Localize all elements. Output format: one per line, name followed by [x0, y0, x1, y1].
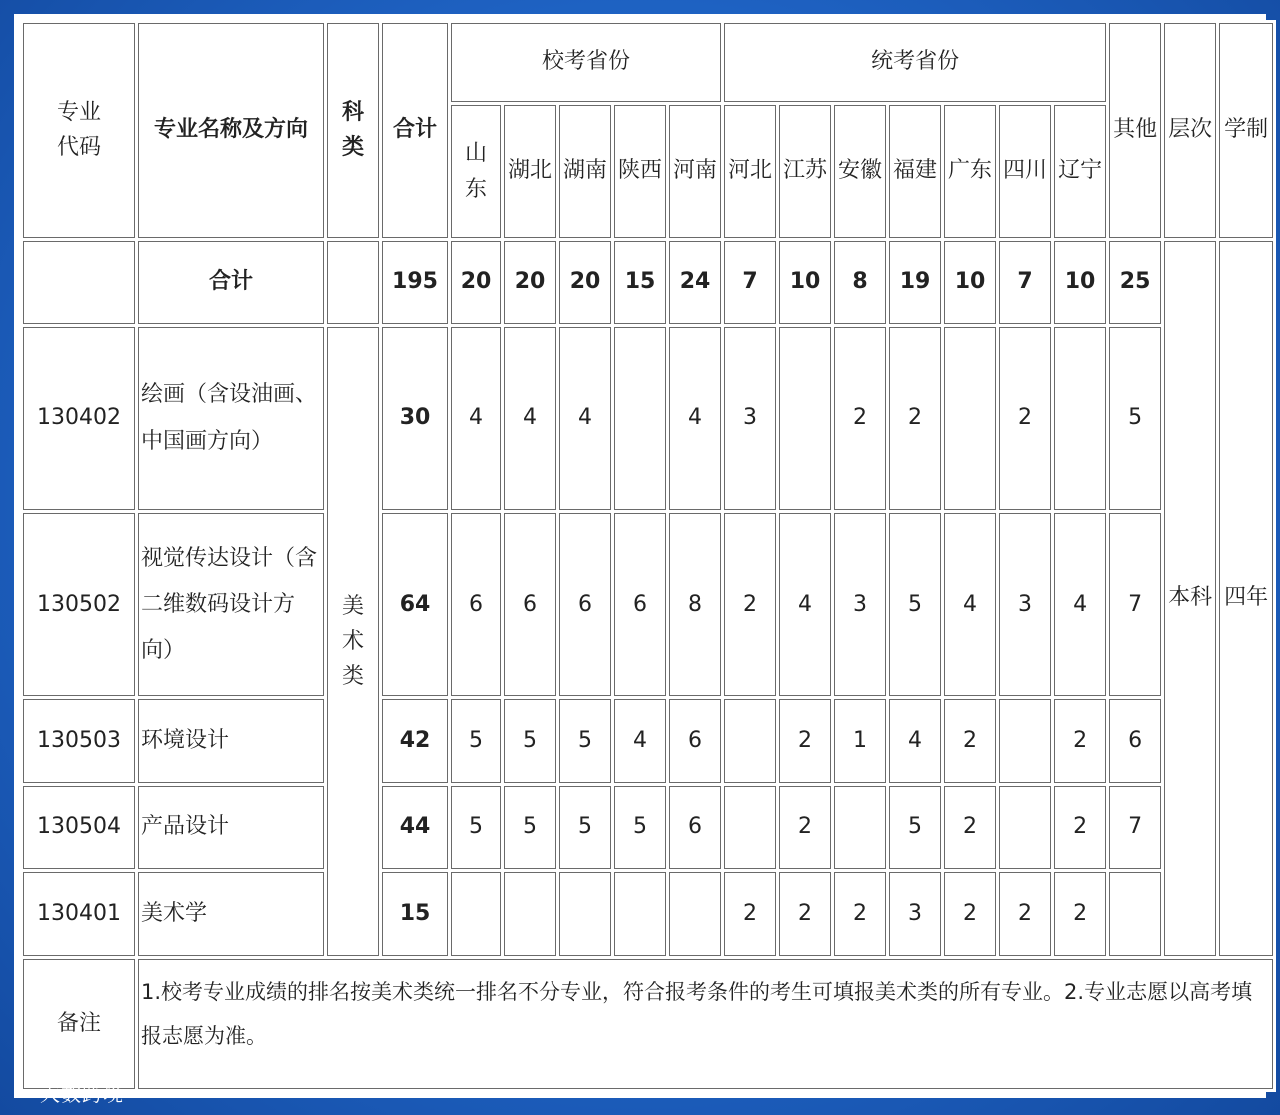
table-row: [23, 327, 1273, 510]
province-header: 安徽: [834, 105, 886, 237]
row-count: 6: [669, 699, 721, 782]
row-count: 2: [889, 327, 941, 510]
row-count: 8: [669, 513, 721, 696]
row-count: 4: [779, 513, 831, 696]
row-total: 64: [382, 513, 448, 696]
row-count: 2: [944, 786, 996, 869]
total-row-total: 195: [382, 241, 448, 324]
row-count: [451, 872, 501, 955]
row-count: 4: [504, 327, 556, 510]
watermark-text: 大数跨境: [40, 1082, 124, 1106]
row-name: 环境设计: [138, 699, 324, 782]
row-count: 2: [779, 872, 831, 955]
total-count: 10: [779, 241, 831, 324]
row-count: 5: [504, 699, 556, 782]
row-name: 美术学: [138, 872, 324, 955]
row-count: [944, 327, 996, 510]
row-total: 30: [382, 327, 448, 510]
row-count: 2: [1054, 872, 1106, 955]
header-row-1: [23, 23, 1273, 102]
row-count: 6: [504, 513, 556, 696]
province-header: 四川: [999, 105, 1051, 237]
row-other: 7: [1109, 513, 1161, 696]
row-count: 6: [451, 513, 501, 696]
row-count: 2: [944, 699, 996, 782]
province-header: 江苏: [779, 105, 831, 237]
row-count: [724, 786, 776, 869]
row-other: [1109, 872, 1161, 955]
row-count: 2: [944, 872, 996, 955]
notes-label: 备注: [23, 959, 135, 1089]
row-code: 130503: [23, 699, 135, 782]
row-count: 4: [944, 513, 996, 696]
total-count: 8: [834, 241, 886, 324]
row-count: 4: [669, 327, 721, 510]
row-count: [504, 872, 556, 955]
row-count: 2: [779, 699, 831, 782]
total-count: 20: [451, 241, 501, 324]
total-count: 7: [999, 241, 1051, 324]
category-cell: 美术类: [327, 327, 379, 956]
row-count: 4: [451, 327, 501, 510]
total-row: [23, 241, 1273, 324]
row-count: 2: [724, 513, 776, 696]
row-count: 5: [614, 786, 666, 869]
header-total: 合计: [382, 23, 448, 238]
row-count: 6: [669, 786, 721, 869]
row-count: [999, 786, 1051, 869]
notes-text: 1.校考专业成绩的排名按美术类统一排名不分专业，符合报考条件的考生可填报美术类的所有专业。2.专业志愿以高考填报志愿为准。: [138, 959, 1273, 1089]
notes-row: [23, 959, 1273, 1089]
header-level: 层次: [1164, 23, 1216, 238]
total-count: 10: [1054, 241, 1106, 324]
row-count: 3: [889, 872, 941, 955]
row-total: 15: [382, 872, 448, 955]
row-name: 绘画（含设油画、中国画方向）: [138, 327, 324, 510]
row-count: 3: [724, 327, 776, 510]
row-count: 4: [889, 699, 941, 782]
total-count: 10: [944, 241, 996, 324]
row-other: 7: [1109, 786, 1161, 869]
total-other: 25: [1109, 241, 1161, 324]
row-name: 产品设计: [138, 786, 324, 869]
total-row-label: 合计: [138, 241, 324, 324]
row-count: 2: [834, 872, 886, 955]
row-count: 2: [834, 327, 886, 510]
row-count: 2: [779, 786, 831, 869]
row-count: 2: [1054, 699, 1106, 782]
table-row: [23, 872, 1273, 955]
row-total: 42: [382, 699, 448, 782]
province-header: 河北: [724, 105, 776, 237]
row-count: 5: [451, 699, 501, 782]
row-count: 5: [559, 786, 611, 869]
row-other: 5: [1109, 327, 1161, 510]
header-unified-exam-group: 统考省份: [724, 23, 1106, 102]
row-count: [614, 327, 666, 510]
total-count: 20: [504, 241, 556, 324]
row-count: [1054, 327, 1106, 510]
row-count: 5: [889, 786, 941, 869]
row-count: 3: [834, 513, 886, 696]
total-row-category: [327, 241, 379, 324]
province-header: 陕西: [614, 105, 666, 237]
duration-cell: 四年: [1219, 241, 1273, 956]
row-count: 5: [889, 513, 941, 696]
level-cell: 本科: [1164, 241, 1216, 956]
row-count: [724, 699, 776, 782]
row-count: [999, 699, 1051, 782]
province-header: 河南: [669, 105, 721, 237]
row-count: 4: [1054, 513, 1106, 696]
row-count: [834, 786, 886, 869]
total-count: 19: [889, 241, 941, 324]
admissions-table-panel: [14, 14, 1269, 1098]
header-school-exam-group: 校考省份: [451, 23, 721, 102]
header-other: 其他: [1109, 23, 1161, 238]
row-count: 4: [559, 327, 611, 510]
province-header: 湖南: [559, 105, 611, 237]
total-count: 7: [724, 241, 776, 324]
row-count: [779, 327, 831, 510]
row-count: 6: [614, 513, 666, 696]
row-total: 44: [382, 786, 448, 869]
row-count: 6: [559, 513, 611, 696]
total-count: 24: [669, 241, 721, 324]
row-code: 130402: [23, 327, 135, 510]
province-header: 辽宁: [1054, 105, 1106, 237]
header-name: 专业名称及方向: [138, 23, 324, 238]
row-count: 4: [614, 699, 666, 782]
row-count: 3: [999, 513, 1051, 696]
table-row: [23, 786, 1273, 869]
total-count: 20: [559, 241, 611, 324]
total-count: 15: [614, 241, 666, 324]
row-count: [614, 872, 666, 955]
row-code: 130502: [23, 513, 135, 696]
province-header: 湖北: [504, 105, 556, 237]
header-category: 科类: [327, 23, 379, 238]
row-code: 130504: [23, 786, 135, 869]
row-count: [559, 872, 611, 955]
province-header: 福建: [889, 105, 941, 237]
row-count: 2: [724, 872, 776, 955]
row-count: 5: [451, 786, 501, 869]
header-code: 专业代码: [23, 23, 135, 238]
row-count: 5: [559, 699, 611, 782]
row-count: 5: [504, 786, 556, 869]
row-count: 2: [1054, 786, 1106, 869]
province-header: 山东: [451, 105, 501, 237]
row-count: 2: [999, 872, 1051, 955]
total-row-code: [23, 241, 135, 324]
admissions-plan-table: [20, 20, 1276, 1092]
province-header: 广东: [944, 105, 996, 237]
row-count: [669, 872, 721, 955]
row-code: 130401: [23, 872, 135, 955]
table-row: [23, 513, 1273, 696]
row-count: 2: [999, 327, 1051, 510]
row-other: 6: [1109, 699, 1161, 782]
table-row: [23, 699, 1273, 782]
row-count: 1: [834, 699, 886, 782]
header-duration: 学制: [1219, 23, 1273, 238]
row-name: 视觉传达设计（含二维数码设计方向）: [138, 513, 324, 696]
